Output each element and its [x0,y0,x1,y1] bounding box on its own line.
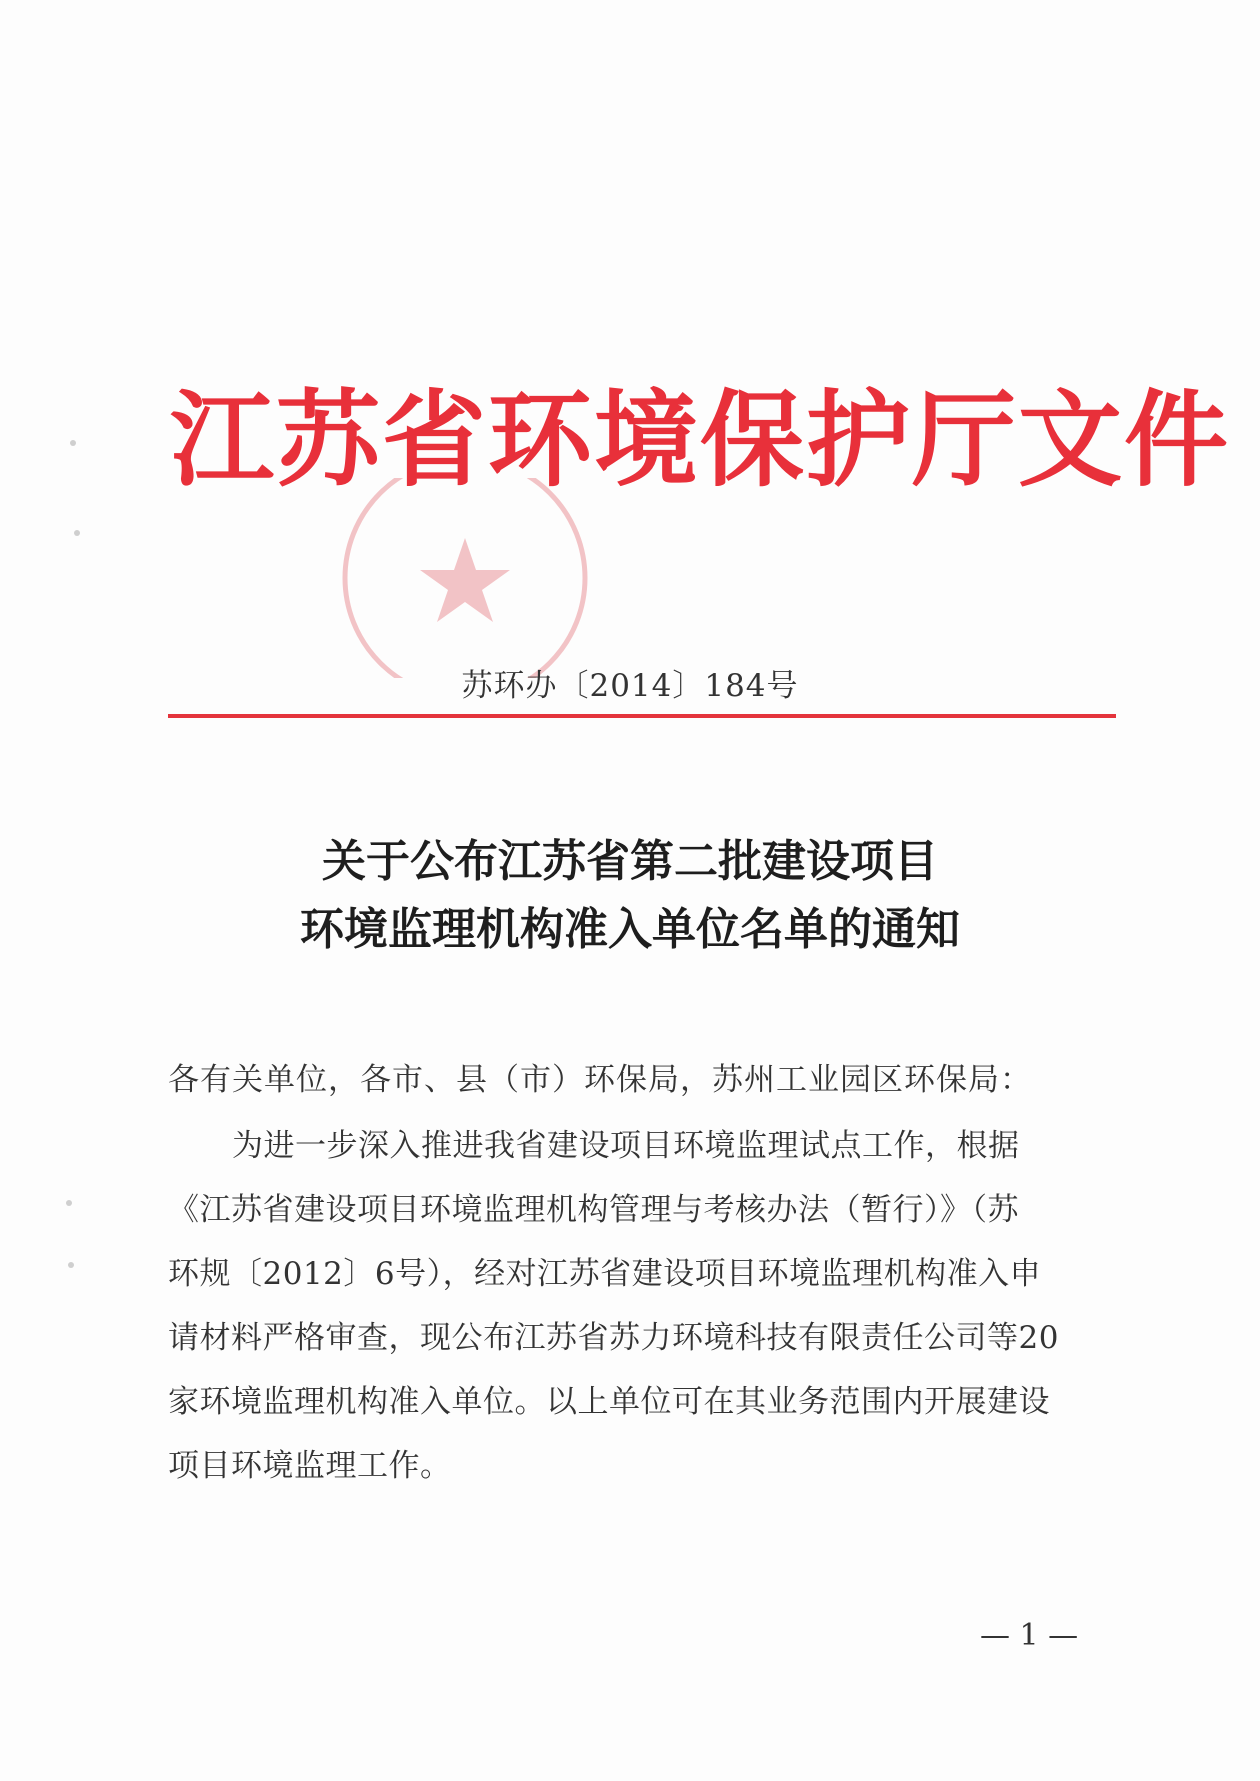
body-line: 环规〔2012〕6号），经对江苏省建设项目环境监理机构准入申 [168,1256,1042,1292]
body-line: 家环境监理机构准入单位。以上单位可在其业务范围内开展建设 [168,1384,1050,1420]
notice-title-line-2: 环境监理机构准入单位名单的通知 [300,904,960,955]
issuing-authority-title: 江苏省环境保护厅文件 [170,379,1231,501]
document-number: 苏环办〔2014〕184号 [461,668,799,704]
body-line: 《江苏省建设项目环境监理机构管理与考核办法（暂行）》（苏 [168,1192,1019,1228]
notice-title [0,828,1260,964]
page-number: — 1 — [980,1618,1079,1653]
scan-speck [68,1262,74,1268]
body-paragraph [168,1114,1114,1498]
scan-speck [70,440,76,446]
body-line: 为进一步深入推进我省建设项目环境监理试点工作，根据 [232,1128,1020,1164]
body-line: 请材料严格审查，现公布江苏省苏力环境科技有限责任公司等20 [168,1320,1059,1356]
red-divider-line [168,714,1116,718]
notice-title-line-1: 关于公布江苏省第二批建设项目 [322,836,938,887]
scan-speck [74,530,80,536]
body-line: 项目环境监理工作。 [168,1448,452,1484]
salutation: 各有关单位，各市、县（市）环保局，苏州工业园区环保局： [168,1062,1032,1098]
scan-speck [66,1200,72,1206]
